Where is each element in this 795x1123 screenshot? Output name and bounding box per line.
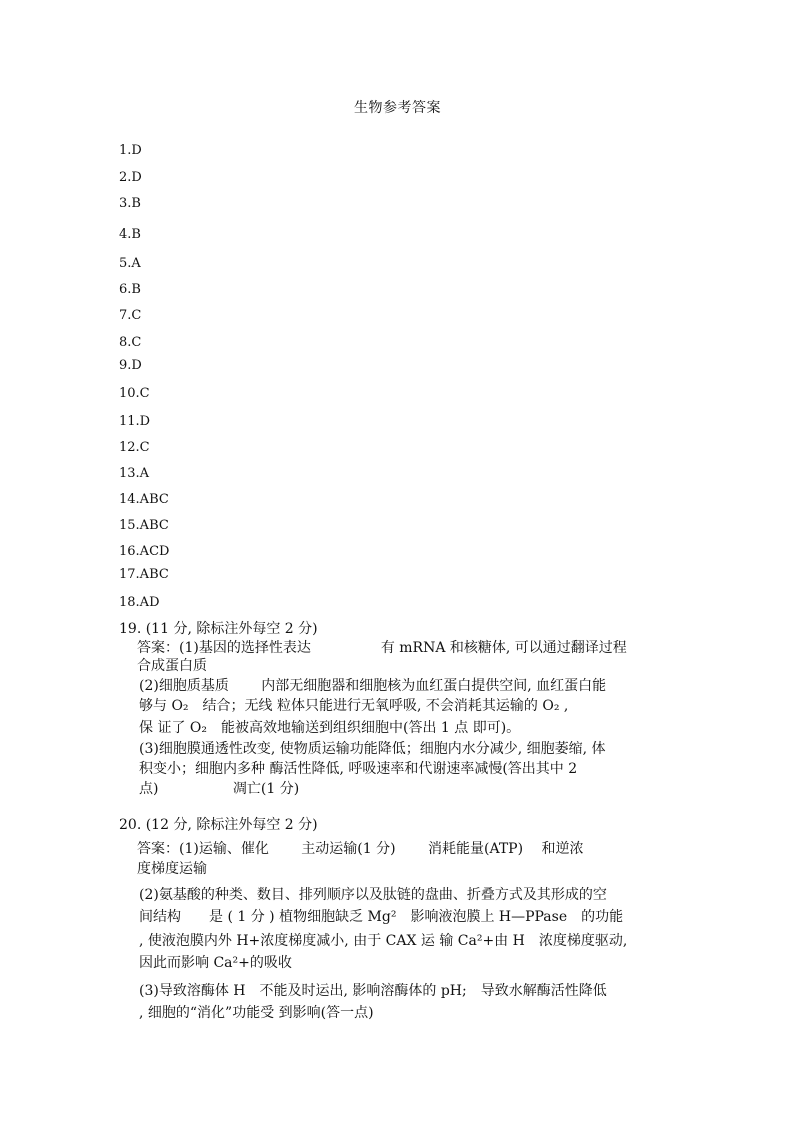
answer-item: 15.ABC [119, 518, 169, 533]
answer-line: (2)氨基酸的种类、数目、排列顺序以及肽链的盘曲、折叠方式及其形成的空 [139, 887, 607, 903]
answer-item: 17.ABC [119, 567, 169, 582]
answer-item: 10.C [119, 386, 150, 401]
answer-line: (3)导致溶酶体 H 不能及时运出, 影响溶酶体的 pH; 导致水解酶活性降低 [139, 983, 607, 999]
answer-item: 2.D [119, 170, 142, 185]
answer-line: 答案：(1)基因的选择性表达 有 mRNA 和核糖体, 可以通过翻译过程 [137, 640, 627, 656]
answer-item: 4.B [119, 227, 141, 242]
answer-item: 1.D [119, 143, 142, 158]
answer-line: 点) 凋亡(1 分) [139, 781, 300, 797]
question-19-header: 19. (11 分, 除标注外每空 2 分) [119, 621, 318, 637]
answer-line: 度梯度运输 [137, 861, 207, 877]
answer-line: 保 证了 O₂ 能被高效地输送到组织细胞中(答出 1 点 即可)。 [139, 720, 521, 736]
answer-item: 12.C [119, 440, 150, 455]
answer-line: 答案：(1)运输、催化 主动运输(1 分) 消耗能量(ATP) 和逆浓 [137, 841, 584, 857]
page-title: 生物参考答案 [354, 100, 441, 116]
answer-item: 6.B [119, 282, 141, 297]
answer-item: 13.A [119, 466, 150, 481]
answer-line: 够与 O₂ 结合；无线 粒体只能进行无氧呼吸, 不会消耗其运输的 O₂ , [139, 698, 569, 714]
answer-line: 因此而影响 Ca²+的吸收 [139, 955, 292, 971]
question-19-block [119, 619, 689, 799]
answer-line: , 使液泡膜内外 H+浓度梯度减小, 由于 CAX 运 输 Ca²+由 H 浓度梯度驱动, [139, 933, 628, 949]
answer-item: 11.D [119, 414, 151, 429]
answer-line: (3)细胞膜通透性改变, 使物质运输功能降低；细胞内水分减少, 细胞萎缩, 体 [139, 741, 606, 757]
answer-item: 16.ACD [119, 544, 170, 559]
answer-line: (2)细胞质基质 内部无细胞器和细胞核为血红蛋白提供空间, 血红蛋白能 [139, 678, 607, 694]
answer-item: 8.C [119, 335, 142, 350]
answer-line: 积变小；细胞内多种 酶活性降低, 呼吸速率和代谢速率减慢(答出其中 2 [139, 761, 578, 777]
answer-line: , 细胞的“消化”功能受 到影响(答一点) [139, 1005, 374, 1021]
answer-item: 14.ABC [119, 492, 169, 507]
answer-item: 18.AD [119, 595, 160, 610]
answer-line: 间结构 是 ( 1 分 ) 植物细胞缺乏 Mg² 影响液泡膜上 H—PPase 的功能 [139, 909, 624, 925]
answer-item: 5.A [119, 256, 141, 271]
answer-item: 7.C [119, 308, 142, 323]
question-20-header: 20. (12 分, 除标注外每空 2 分) [119, 817, 318, 833]
answer-item: 3.B [119, 196, 141, 211]
answer-item: 9.D [119, 358, 142, 373]
answer-line: 合成蛋白质 [137, 658, 207, 674]
question-20-block [119, 815, 689, 1023]
